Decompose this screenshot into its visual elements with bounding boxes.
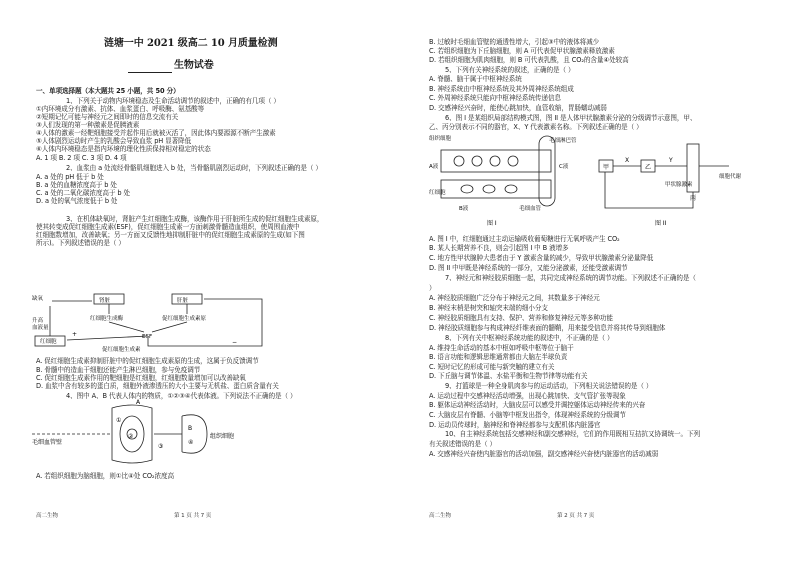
figure-q3-esf-feedback bbox=[32, 292, 272, 352]
fig3-label-xueyang: 血液量 bbox=[32, 325, 49, 331]
text-line: C. a 处的二氧化碳浓度高于 b 处 bbox=[36, 189, 130, 197]
text-line: 有关叙述错误的是（ ） bbox=[429, 440, 496, 448]
figure-q6 bbox=[429, 130, 759, 230]
text-line: ④人体的激素一经靶细胞接受并起作用后就被灭活了，因此体内要源源不断产生激素 bbox=[36, 129, 276, 137]
text-line: 乙、丙分别表示不同的器官，X、Y 代表激素名称。下列叙述正确的是（ ） bbox=[429, 123, 643, 131]
text-line: A. 脊髓、脑干属于中枢神经系统 bbox=[429, 75, 522, 83]
fig4-label-n4: ④ bbox=[188, 439, 194, 446]
text-line: A. 图 I 中，红细胞通过主动运输吸收葡萄糖进行无氧呼吸产生 CO₂ bbox=[429, 235, 620, 243]
fig3-label-precursor: 促红细胞生成素原 bbox=[162, 316, 207, 322]
page-right bbox=[397, 0, 794, 561]
text-line: B. 语言功能和逻辑思维通常都由大脑左半球负责 bbox=[429, 353, 568, 361]
text-line: 3、在机体缺氧时，肾脏产生红细胞生成酶，该酶作用于肝脏所生成的促红细胞生成素原， bbox=[66, 215, 324, 223]
text-line: C. 地方性甲状腺肿大患者由于 Y 激素含量的减少，导致甲状腺激素分泌量降低 bbox=[429, 254, 654, 262]
text-line: 1、下列关于动物内环境稳态及生命活动调节的叙述中，正确的有几项（ ） bbox=[66, 97, 280, 105]
text-line: A. a 处的 pH 低于 b 处 bbox=[36, 173, 104, 181]
text-line: C. 短时记忆的形成可能与新突触的建立有关 bbox=[429, 363, 555, 371]
text-line: 所示)。下列叙述错误的是（ ） bbox=[36, 239, 125, 247]
fig6-label-maoxue: 毛细血管 bbox=[519, 206, 542, 212]
fig3-label-esf: ESF bbox=[142, 334, 153, 340]
fig3-label-quexue: 缺氧 bbox=[32, 296, 44, 302]
text-line: A. 维持生命活动的基本中枢如呼吸中枢等位于脑干 bbox=[429, 344, 574, 352]
fig6-label-cye: C液 bbox=[559, 164, 569, 170]
text-line: C. 促红细胞生成素作用的靶细胞是红细胞，红细胞数量增加可以改善缺氧 bbox=[36, 374, 246, 382]
text-line: 4、图中 A、B 代表人体内的物质，①②③④代表体液。下列说法不正确的是（ ） bbox=[66, 392, 297, 400]
text-line: 使其转变成促红细胞生成素(ESF)，促红细胞生成素一方面刺激骨髓造血组织，使周围血液中 bbox=[36, 223, 300, 231]
text-line: D. 若组织细胞为肌肉细胞，则 B 可代表乳酸，且 CO₂的含量④处较高 bbox=[429, 56, 629, 64]
footer-left-subject: 高二生物 bbox=[36, 513, 58, 519]
fig4-label-B: B bbox=[188, 425, 193, 432]
text-line: ） bbox=[429, 284, 436, 292]
fig3-label-esf-full: 促红细胞生成素 bbox=[102, 347, 141, 352]
text-line: ①内环境成分有激素、抗体、血浆蛋白、呼吸酶、氨基酸等 bbox=[36, 105, 205, 113]
text-line: D. 下丘脑与调节体温、水盐平衡和生物节律等功能有关 bbox=[429, 372, 588, 380]
fig3-plus: + bbox=[72, 331, 78, 338]
text-line: 9、打篮球是一种全身肌肉参与的运动活动，下列相关说法错误的是（ ） bbox=[445, 382, 653, 390]
fig4-label-capillary: 毛细血管壁 bbox=[32, 439, 63, 446]
text-line: C. 神经胶质细胞具有支持、保护、营养和修复神经元等多种功能 bbox=[429, 314, 613, 322]
text-line: ②短期记忆可能与神经元之间即时的信息交流有关 bbox=[36, 113, 179, 121]
text-line: 7、神经元和神经胶质细胞一起，共同完成神经系统的调节功能。下列叙述不正确的是（ bbox=[445, 274, 696, 282]
exam-subtitle: 生物试卷 bbox=[174, 60, 214, 71]
text-line: B. 神经末梢是树突和轴突末端的细小分支 bbox=[429, 304, 548, 312]
text-line: C. 外周神经系统只能向中枢神经系统传递信息 bbox=[429, 94, 561, 102]
fig6-label-yi: 乙 bbox=[645, 164, 652, 171]
fig3-label-hongxibao: 红细胞 bbox=[40, 339, 57, 345]
footer-left-page: 第 1 页 共 7 页 bbox=[174, 513, 212, 519]
exam-title: 涟塘一中 2021 级高二 10 月质量检测 bbox=[104, 38, 278, 49]
fig3-minus: − bbox=[232, 339, 238, 346]
footer-right-subject: 高二生物 bbox=[429, 513, 451, 519]
text-line: B. 骨髓中的造血干细胞还能产生淋巴细胞，参与免疫调节 bbox=[36, 366, 201, 374]
text-line: 10、自主神经系统包括交感神经和副交感神经，它们的作用既相互拮抗又协调统一。下列 bbox=[445, 430, 700, 438]
text-line: B. 神经系统由中枢神经系统及其外周神经系统组成 bbox=[429, 85, 574, 93]
tissue-cells-row bbox=[441, 150, 551, 172]
fig3-label-enzyme: 红细胞生成酶 bbox=[90, 316, 124, 322]
text-line: A. 若组织细胞为脑细胞，则①比④处 CO₂浓度高 bbox=[36, 472, 174, 480]
text-line: B. 某人长期营养不良，则会引起图 I 中 B 液增多 bbox=[429, 244, 569, 252]
lymph-capillary bbox=[539, 136, 555, 206]
fig4-label-tissue: 组织细胞 bbox=[210, 433, 235, 440]
text-line: 8、下列有关中枢神经系统功能的叙述中，不正确的是（ ） bbox=[445, 334, 614, 342]
text-line: D. 神经胶质细胞参与构成神经纤维表面的髓鞘，用来接受信息并将其传导到细胞体 bbox=[429, 324, 666, 332]
text-line: 6、图 I 是某组织局部结构模式图，图 II 是人体甲状腺激素分泌的分级调节示意图，甲、 bbox=[445, 114, 697, 122]
text-line: B. a 处的血糖浓度高于 b 处 bbox=[36, 181, 117, 189]
fig6-label-ayeti: A液 bbox=[429, 164, 439, 170]
text-line: A. 1 项 B. 2 项 C. 3 项 D. 4 项 bbox=[36, 154, 127, 162]
text-line: C. 大脑皮层有脊髓、小脑等中枢发出指令，体现神经系统的分级调节 bbox=[429, 411, 626, 419]
fig6-label-xibaodaixie: 细胞代谢 bbox=[719, 174, 742, 180]
fig6-label-fig2: 图 II bbox=[655, 220, 667, 227]
title-underline bbox=[128, 72, 172, 73]
figure-q4-body-fluids bbox=[32, 398, 252, 470]
text-line: 一、单项选择题（本大题共 25 小题，共 50 分） bbox=[36, 87, 180, 95]
text-line: B. 过敏时毛细血管壁的通透性增大，引起③中的液体将减少 bbox=[429, 38, 600, 46]
fig6-label-bing: 丙 bbox=[690, 195, 697, 202]
fig6-label-maoxi: 毛细淋巴管 bbox=[549, 138, 577, 144]
text-line: ③人们发现的第一种激素是促胰液素 bbox=[36, 121, 140, 129]
fig6-label-X: X bbox=[625, 157, 630, 164]
fig6-label-jia: 甲 bbox=[603, 164, 610, 171]
text-line: 5、下列有关神经系统的叙述，正确的是（ ） bbox=[445, 66, 575, 74]
fig3-label-shenzang: 肾脏 bbox=[99, 298, 111, 304]
text-line: C. 若组织细胞为下丘脑细胞，则 A 可代表促甲状腺激素释放激素 bbox=[429, 47, 615, 55]
text-line: 红细胞数增加，改善缺氧；另一方面又反馈性地抑制肝脏中的促红细胞生成素原的生成(如下图 bbox=[36, 231, 305, 239]
text-line: D. a 处的氧气浓度低于 b 处 bbox=[36, 197, 118, 205]
fig6-label-Y: Y bbox=[669, 157, 673, 164]
fig4-label-n1: ① bbox=[116, 417, 122, 424]
text-line: B. 躯体运动神经活动时，大脑皮层可以感受并调控躯体运动神经传来的兴奋 bbox=[429, 401, 646, 409]
fig6-label-bye: B液 bbox=[459, 206, 469, 212]
fig6-label-xibao: 组织细胞 bbox=[429, 136, 452, 142]
capillary-tube bbox=[441, 180, 551, 198]
text-line: A. 神经胶质细胞广泛分布于神经元之间，其数量多于神经元 bbox=[429, 294, 600, 302]
fig6-label-hongxibao: 红细胞 bbox=[429, 190, 446, 196]
text-line: ⑥人体内环境稳态是指内环境的理化性质保持相对稳定的状态 bbox=[36, 145, 211, 153]
text-line: D. 图 II 中甲既是神经系统的一部分，又能分泌激素，还能受激素调节 bbox=[429, 264, 628, 272]
fig6-label-jzxjs: 甲状腺激素 bbox=[665, 182, 693, 188]
fig3-label-ganzang: 肝脏 bbox=[177, 298, 189, 304]
text-line: D. 血浆中含有较多的蛋白质，细胞外液渗透压的大小主要与无机盐、蛋白质含量有关 bbox=[36, 382, 279, 390]
text-line: D. 运动员传球时，脑神经和脊神经都参与支配机体内脏器官 bbox=[429, 421, 601, 429]
fig3-label-shenggao: 升高 bbox=[32, 318, 44, 324]
fig6-label-fig1: 图 I bbox=[487, 220, 497, 227]
text-line: A. 促红细胞生成素抑制肝脏中的促红细胞生成素原的生成，这属于负反馈调节 bbox=[36, 357, 259, 365]
fig4-label-A: A bbox=[136, 399, 141, 406]
fig4-label-n2: ② bbox=[128, 433, 134, 440]
text-line: 2、血浆由 a 处流经骨骼肌细胞进入 b 处，当骨骼肌剧烈运动时，下列叙述正确的是（ ） bbox=[66, 164, 322, 172]
text-line: D. 交感神经兴奋时，能使心跳加快，血管收缩，胃肠蠕动减弱 bbox=[429, 104, 607, 112]
text-line: A. 运动过程中交感神经活动增强，出现心跳加快、支气管扩张等现象 bbox=[429, 392, 626, 400]
text-line: A. 交感神经兴奋使内脏器官的活动加强，副交感神经兴奋使内脏器官的活动减弱 bbox=[429, 450, 659, 458]
text-line: ⑤人体剧烈运动时产生的乳酸会导致血浆 pH 显著降低 bbox=[36, 137, 192, 145]
footer-right-page: 第 2 页 共 7 页 bbox=[557, 513, 595, 519]
fig4-label-n3: ③ bbox=[158, 443, 164, 450]
